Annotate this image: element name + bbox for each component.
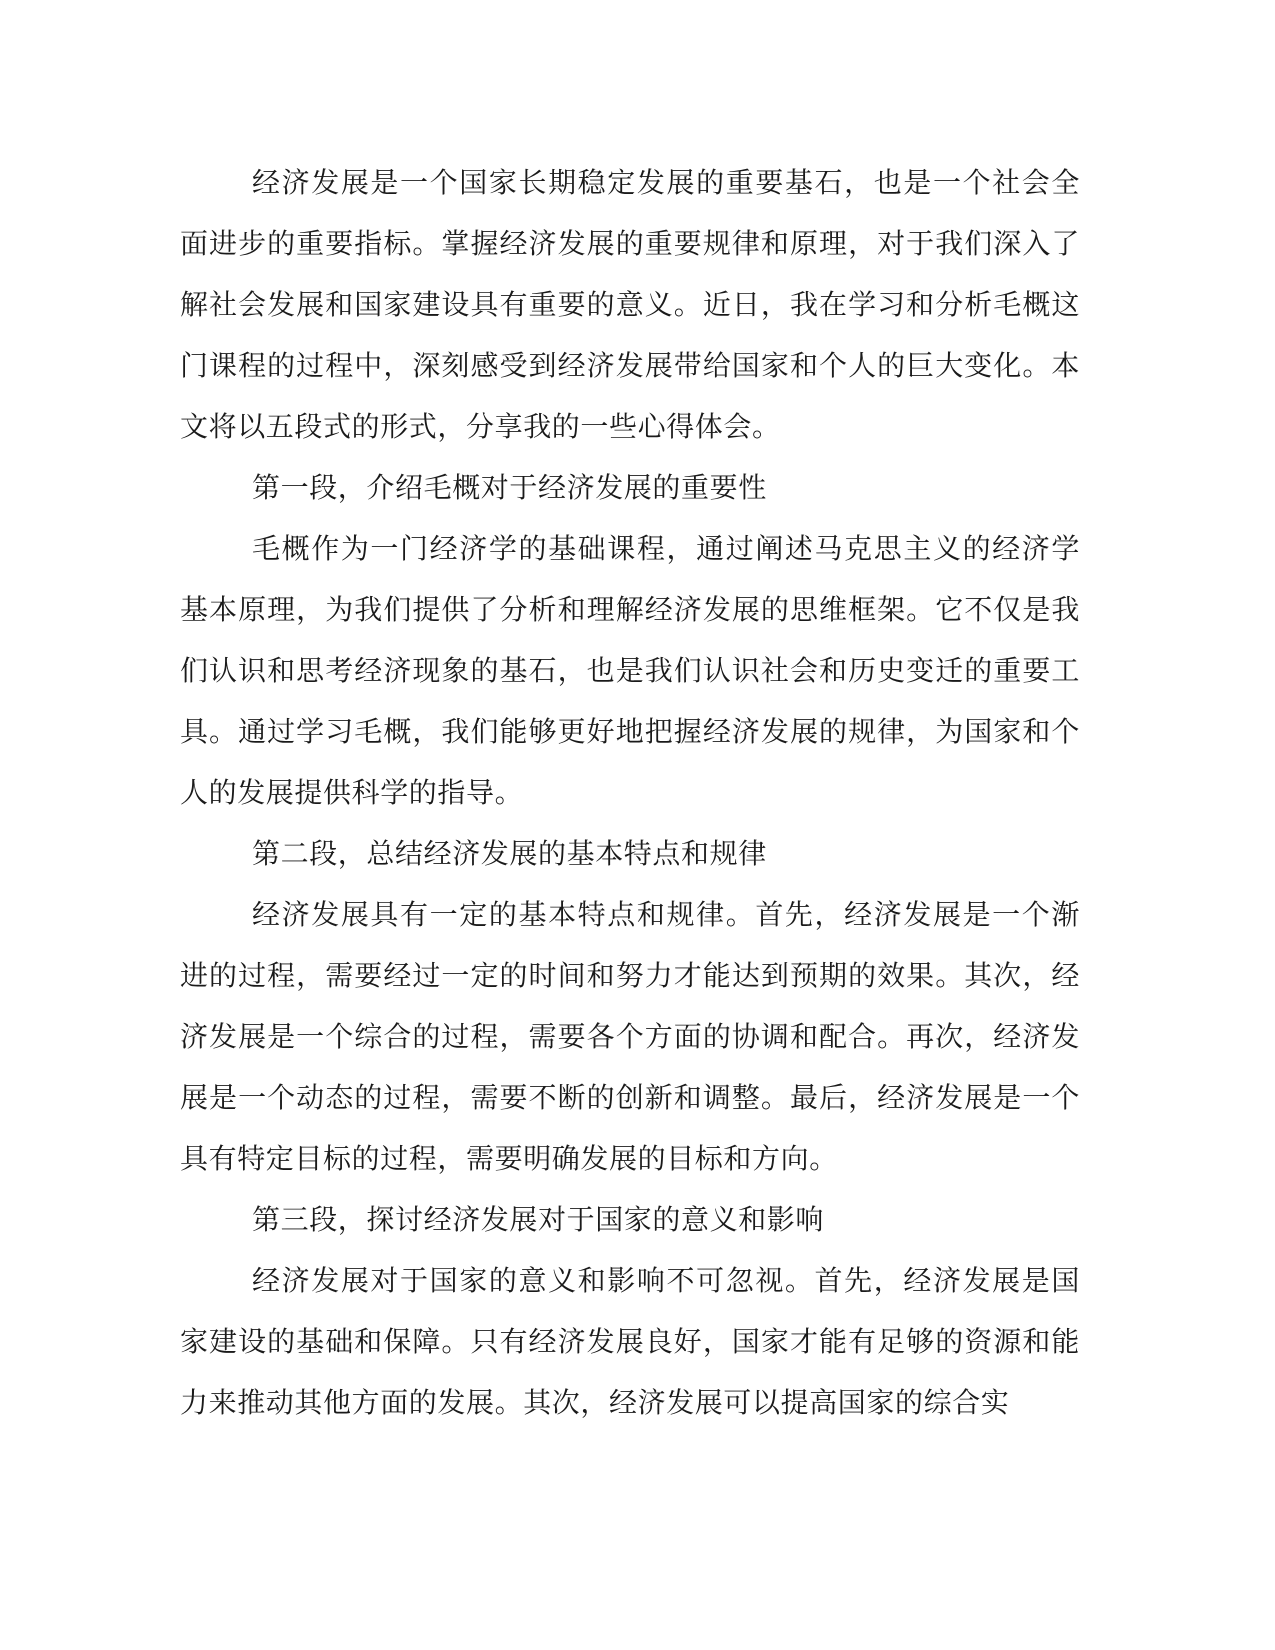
- document-body: [180, 152, 1080, 1433]
- paragraph-section-3: 经济发展对于国家的意义和影响不可忽视。首先，经济发展是国家建设的基础和保障。只有经济发展良好，国家才能有足够的资源和能力来推动其他方面的发展。其次，经济发展可以提高国家的综合实: [180, 1264, 1080, 1419]
- section-heading-1: 第一段，介绍毛概对于经济发展的重要性: [252, 471, 767, 504]
- paragraph-section-2: 经济发展具有一定的基本特点和规律。首先，经济发展是一个渐进的过程，需要经过一定的时间和努力才能达到预期的效果。其次，经济发展是一个综合的过程，需要各个方面的协调和配合。再次，经济发展是一个动态的过程，需要不断的创新和调整。最后，经济发展是一个具有特定目标的过程，需要明确发展的目标和方向。: [180, 898, 1080, 1175]
- paragraph-intro: 经济发展是一个国家长期稳定发展的重要基石，也是一个社会全面进步的重要指标。掌握经济发展的重要规律和原理，对于我们深入了解社会发展和国家建设具有重要的意义。近日，我在学习和分析毛概这门课程的过程中，深刻感受到经济发展带给国家和个人的巨大变化。本文将以五段式的形式，分享我的一些心得体会。: [180, 166, 1080, 443]
- paragraph-section-1: 毛概作为一门经济学的基础课程，通过阐述马克思主义的经济学基本原理，为我们提供了分析和理解经济发展的思维框架。它不仅是我们认识和思考经济现象的基石，也是我们认识社会和历史变迁的重要工具。通过学习毛概，我们能够更好地把握经济发展的规律，为国家和个人的发展提供科学的指导。: [180, 532, 1080, 809]
- section-heading-2: 第二段，总结经济发展的基本特点和规律: [252, 837, 767, 870]
- section-heading-3: 第三段，探讨经济发展对于国家的意义和影响: [252, 1203, 825, 1236]
